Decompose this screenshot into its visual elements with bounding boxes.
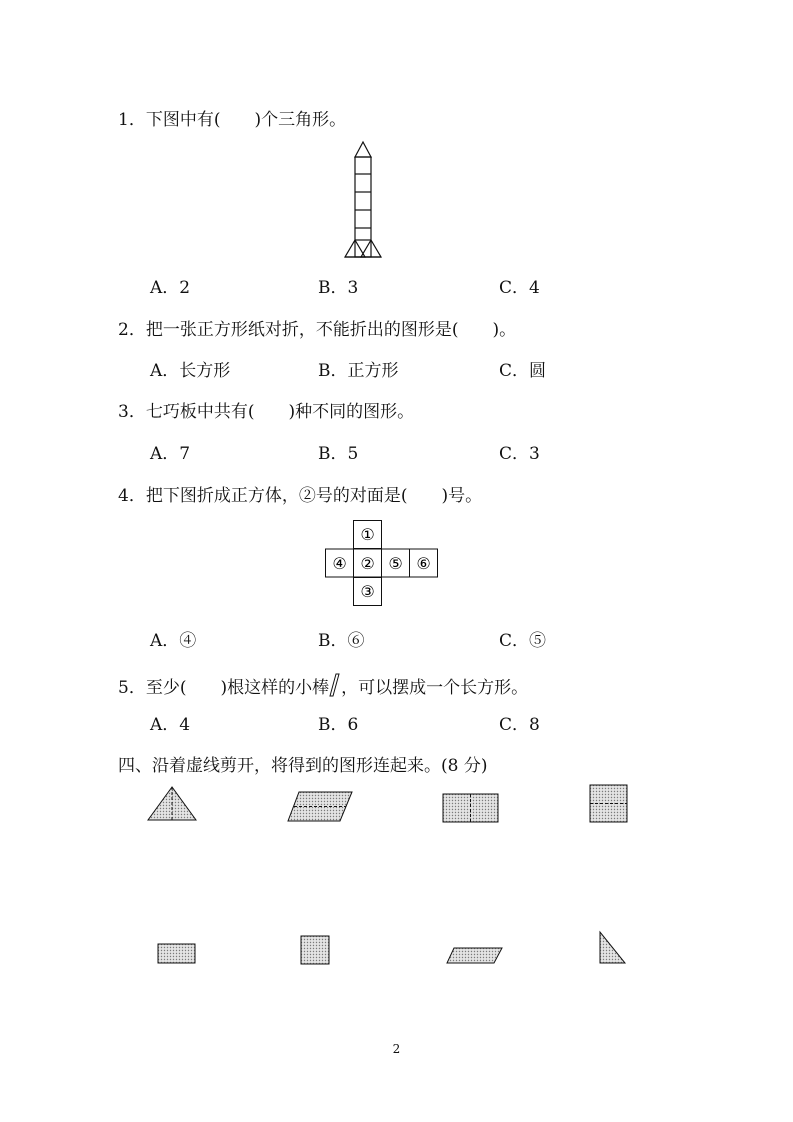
q5-option-b[interactable]: B．6: [318, 715, 359, 735]
q5-option-c[interactable]: C．8: [499, 715, 540, 735]
q1-option-b[interactable]: B．3: [318, 278, 359, 298]
question-2-prompt: 2．把一张正方形纸对折，不能折出的图形是( )。: [118, 320, 517, 340]
q4-option-c[interactable]: C．⑤: [499, 631, 547, 651]
rocket-figure: [343, 140, 383, 260]
cube-net: [325, 520, 439, 607]
question-4-prompt: 4．把下图折成正方体，②号的对面是( )号。: [118, 486, 483, 506]
net-cell-1: ①: [360, 525, 375, 544]
net-cell-3: ③: [360, 582, 375, 601]
question-5-prompt: [118, 673, 528, 698]
question-3-prompt: 3．七巧板中共有( )种不同的图形。: [118, 402, 415, 422]
q1-option-a[interactable]: A．2: [150, 278, 191, 298]
net-cell-4: ④: [332, 554, 347, 573]
triangle-with-cut-line[interactable]: [147, 786, 197, 822]
small-parallelogram-shape[interactable]: [446, 947, 504, 965]
q3-option-b[interactable]: B．5: [318, 444, 359, 464]
question-1-prompt: 1．下图中有( )个三角形。: [118, 110, 347, 130]
net-cell-5: ⑤: [388, 554, 403, 573]
q3-option-a[interactable]: A．7: [150, 444, 191, 464]
square-with-cut-line[interactable]: [589, 784, 629, 824]
parallelogram-with-cut-line[interactable]: [287, 791, 353, 823]
q2-option-a[interactable]: A．长方形: [150, 361, 231, 381]
q3-option-c[interactable]: C．3: [499, 444, 540, 464]
q2-option-c[interactable]: C．圆: [499, 361, 547, 381]
q2-option-b[interactable]: B．正方形: [318, 361, 399, 381]
net-cell-6: ⑥: [416, 554, 431, 573]
stick-icon: [329, 677, 341, 697]
q4-option-b[interactable]: B．⑥: [318, 631, 365, 651]
right-triangle-shape[interactable]: [599, 931, 627, 965]
section-4-heading: 四、沿着虚线剪开，将得到的图形连起来。(8 分): [118, 756, 488, 776]
q5-prompt-after: ，可以摆成一个长方形。: [341, 678, 529, 698]
q5-prompt-before: 5．至少( )根这样的小棒: [118, 678, 330, 698]
small-square-shape[interactable]: [300, 935, 330, 965]
net-cell-2: ②: [360, 554, 375, 573]
q4-option-a[interactable]: A．④: [150, 631, 197, 651]
q1-option-c[interactable]: C．4: [499, 278, 540, 298]
rectangle-with-cut-line[interactable]: [442, 793, 500, 823]
q5-option-a[interactable]: A．4: [150, 715, 191, 735]
small-rectangle-shape[interactable]: [157, 943, 197, 965]
page-number: 2: [392, 1042, 401, 1056]
